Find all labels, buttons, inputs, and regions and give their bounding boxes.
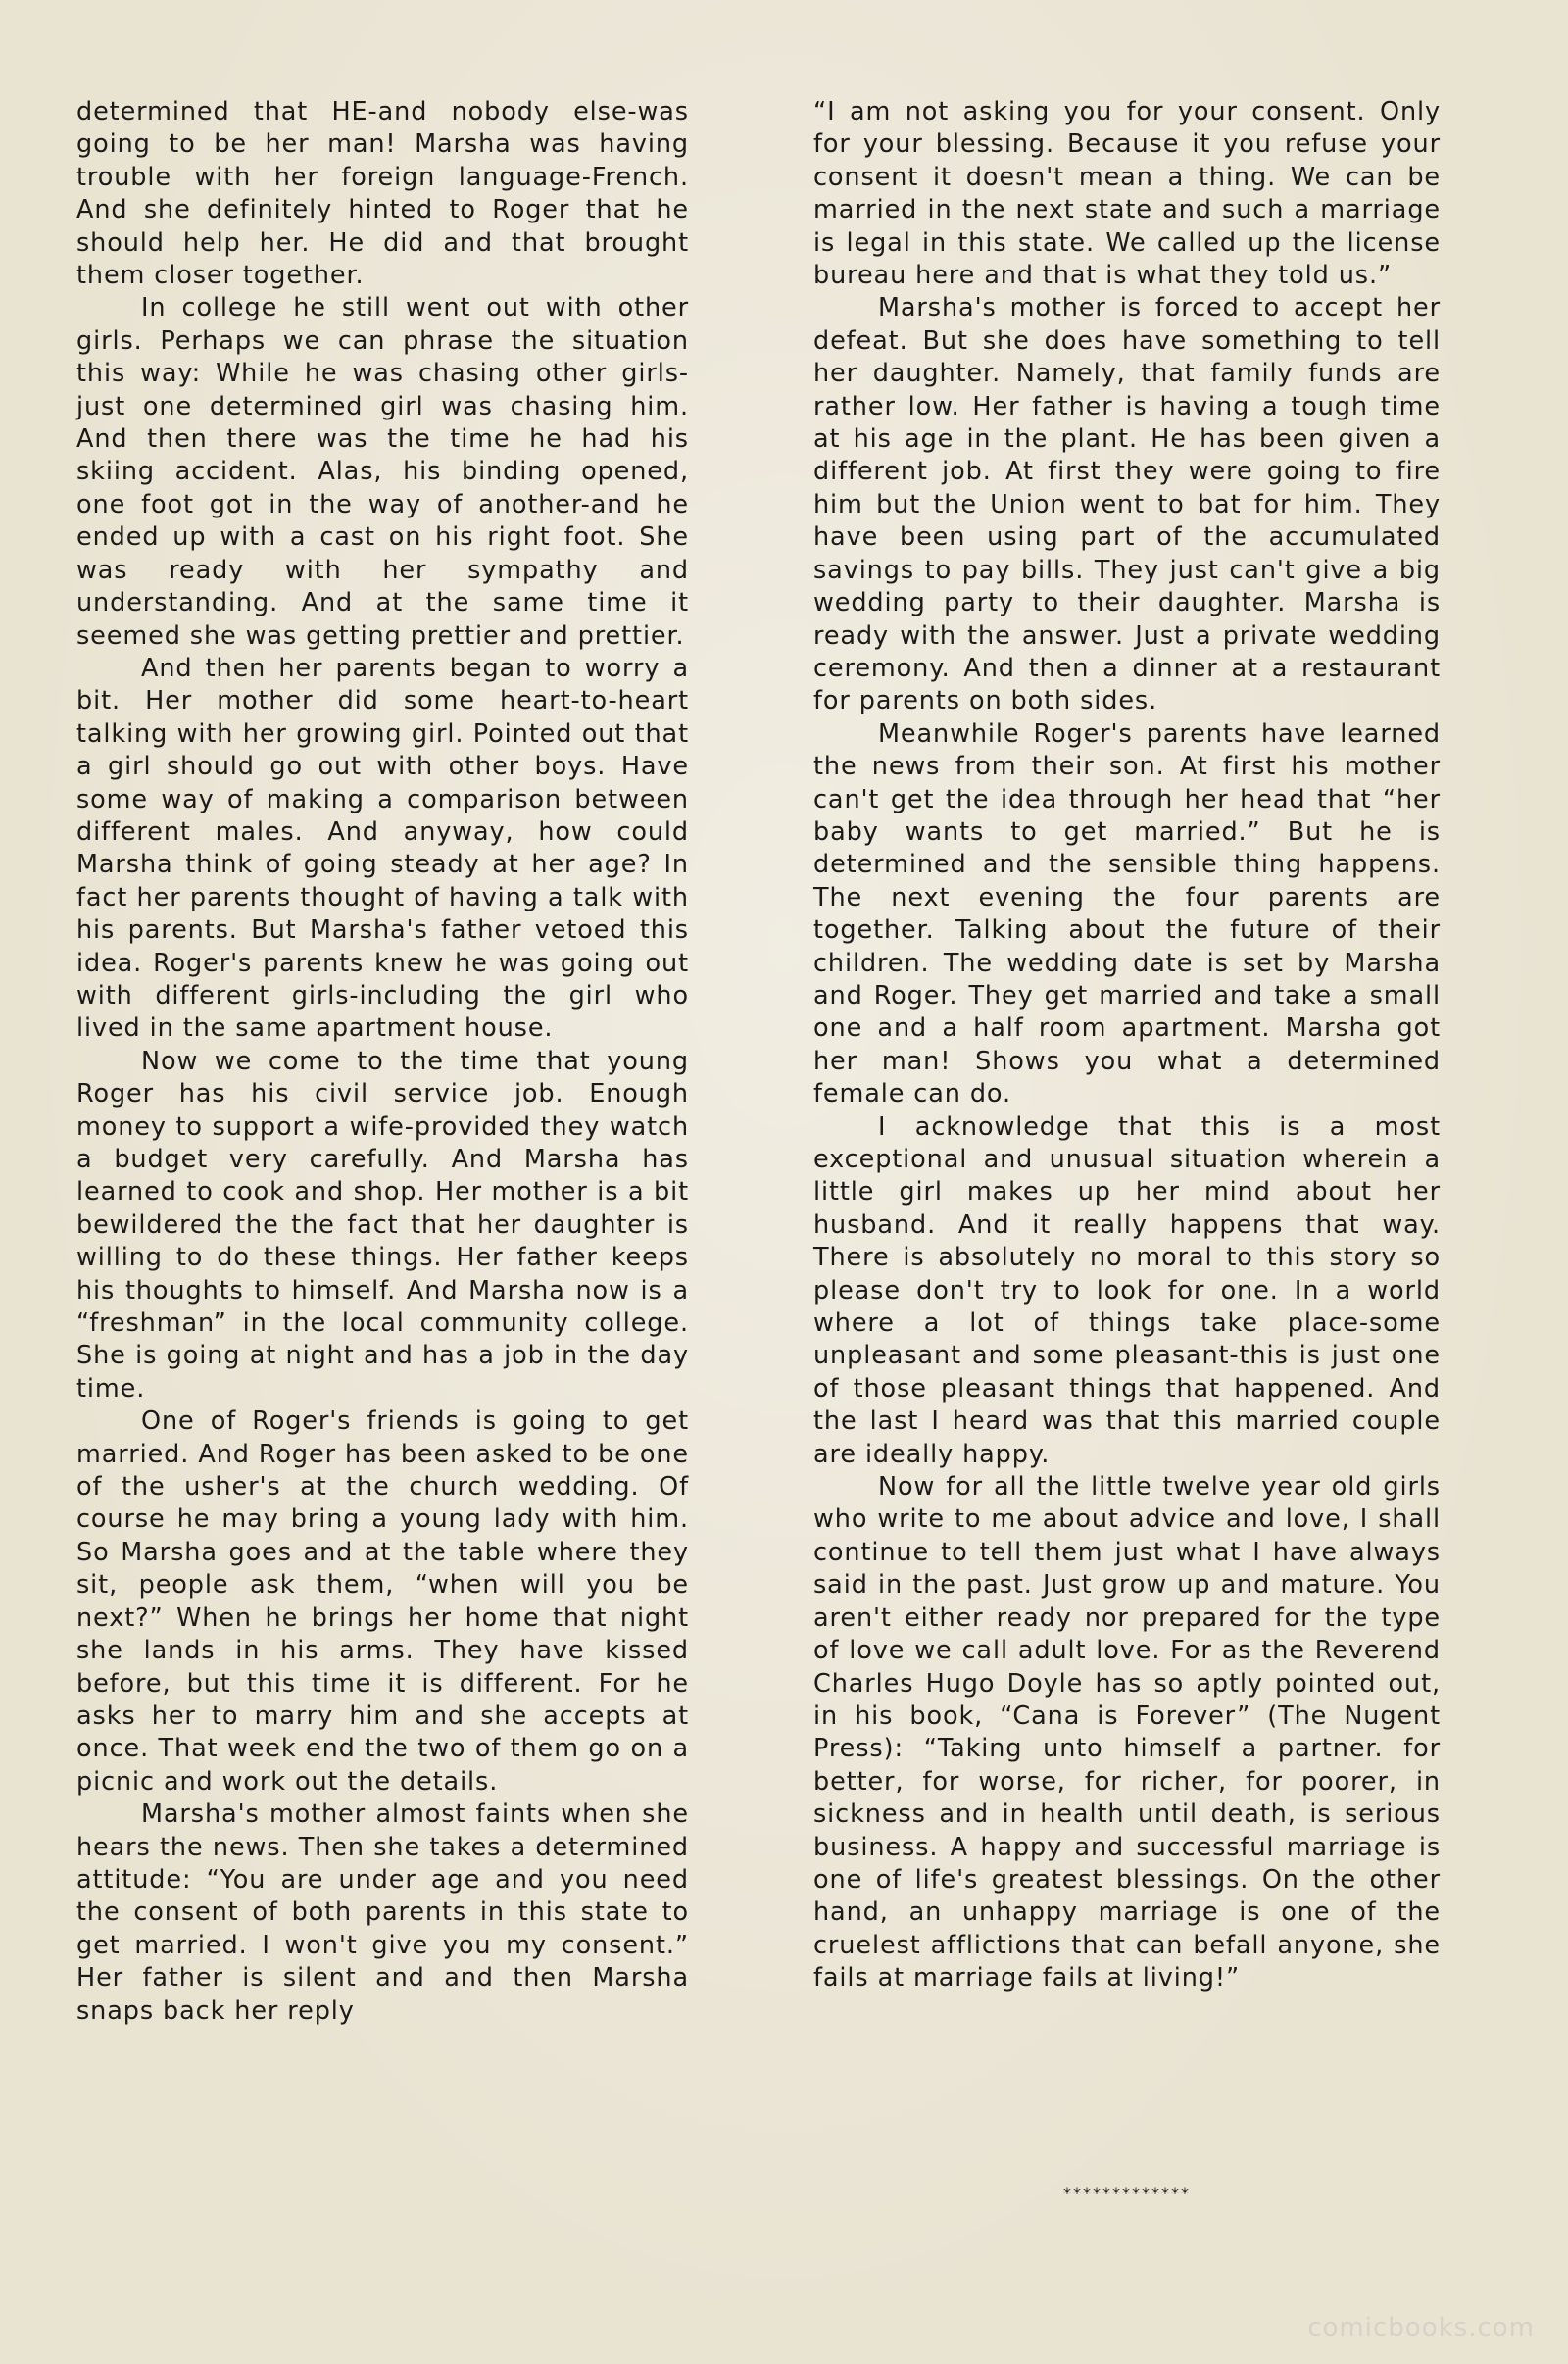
paragraph: Now we come to the time that young Roger has his civil service job. Enough money to support a wife-provided they watch a budget very carefully. And Marsha has learned to cook and shop. Her mother is a bit bewildered the the fact that her daughter is willing to do these things. Her father keeps his thoughts to himself. And Marsha now is a “freshman” in the local community college. She is going at night and has a job in the day time. xyxy=(76,1046,689,1404)
paragraph: Marsha's mother is forced to accept her defeat. But she does have something to tell her daughter. Namely, that family funds are rather low. Her father is having a tough time at his age in the plant. He has been given a different job. At first they were going to fire him but the Union went to bat for him. They have been using part of the accumulated savings to pay bills. They just can't give a big wedding party to their daughter. Marsha is ready with the answer. Just a private wedding ceremony. And then a dinner at a restaurant for parents on both sides. xyxy=(813,293,1441,716)
paragraph: Marsha's mother almost faints when she hears the news. Then she takes a determined attitude: “You are under age and you need the consent of both parents in this state to get married. I won't give you my consent.” Her father is silent and and then Marsha snaps back her reply xyxy=(76,1799,689,2026)
right-text-column xyxy=(813,96,1441,1995)
section-end-separator: ************* xyxy=(1063,2184,1191,2202)
paragraph-quote: “I am not asking you for your consent. Only for your blessing. Because it you refuse your consent it doesn't mean a thing. We can be married in the next state and such a marriage is legal in this state. We called up the license bureau here and that is what they told us.” xyxy=(813,97,1441,291)
paragraph: I acknowledge that this is a most exceptional and unusual situation wherein a little girl makes up her mind about her husband. And it really happens that way. There is absolutely no moral to this story so please don't try to look for one. In a world where a lot of things take place-some unpleasant and some pleasant-this is just one of those pleasant things that happened. And the last I heard was that this married couple are ideally happy. xyxy=(813,1111,1441,1469)
paragraph: Now for all the little twelve year old girls who write to me about advice and love, I shall continue to tell them just what I have always said in the past. Just grow up and mature. You aren't either ready nor prepared for the type of love we call adult love. For as the Reverend Charles Hugo Doyle has so aptly pointed out, in his book, “Cana is Forever” (The Nugent Press): “Taking unto himself a partner. for better, for worse, for richer, for poorer, in sickness and in health until death, is serious business. A happy and successful marriage is one of life's greatest blessings. On the other hand, an unhappy marriage is one of the cruelest afflictions that can befall anyone, she fails at marriage fails at living!” xyxy=(813,1472,1441,1994)
paragraph: Meanwhile Roger's parents have learned the news from their son. At first his mother can't get the idea through her head that “her baby wants to get married.” But he is determined and the sensible thing happens. The next evening the four parents are together. Talking about the future of their children. The wedding date is set by Marsha and Roger. They get married and take a small one and a half room apartment. Marsha got her man! Shows you what a determined female can do. xyxy=(813,718,1441,1109)
paragraph-continued: determined that HE-and nobody else-was going to be her man! Marsha was having trouble with her foreign language-French. And she definitely hinted to Roger that he should help her. He did and that brought them closer together. xyxy=(76,97,689,291)
paragraph: In college he still went out with other girls. Perhaps we can phrase the situation this way: While he was chasing other girls-just one determined girl was chasing him. And then there was the time he had his skiing accident. Alas, his binding opened, one foot got in the way of another-and he ended up with a cast on his right foot. She was ready with her sympathy and understanding. And at the same time it seemed she was getting prettier and prettier. xyxy=(76,293,689,651)
paragraph: One of Roger's friends is going to get married. And Roger has been asked to be one of the usher's at the church wedding. Of course he may bring a young lady with him. So Marsha goes and at the table where they sit, people ask them, “when will you be next?” When he brings her home that night she lands in his arms. They have kissed before, but this time it is different. For he asks her to marry him and she accepts at once. That week end the two of them go on a picnic and work out the details. xyxy=(76,1406,689,1797)
left-text-column xyxy=(76,96,689,2028)
site-watermark: comicbooks.com xyxy=(1307,2313,1535,2342)
paragraph: And then her parents began to worry a bit. Her mother did some heart-to-heart talking with her growing girl. Pointed out that a girl should go out with other boys. Have some way of making a comparison between different males. And anyway, how could Marsha think of going steady at her age? In fact her parents thought of having a talk with his parents. But Marsha's father vetoed this idea. Roger's parents knew he was going out with different girls-including the girl who lived in the same apartment house. xyxy=(76,653,689,1044)
